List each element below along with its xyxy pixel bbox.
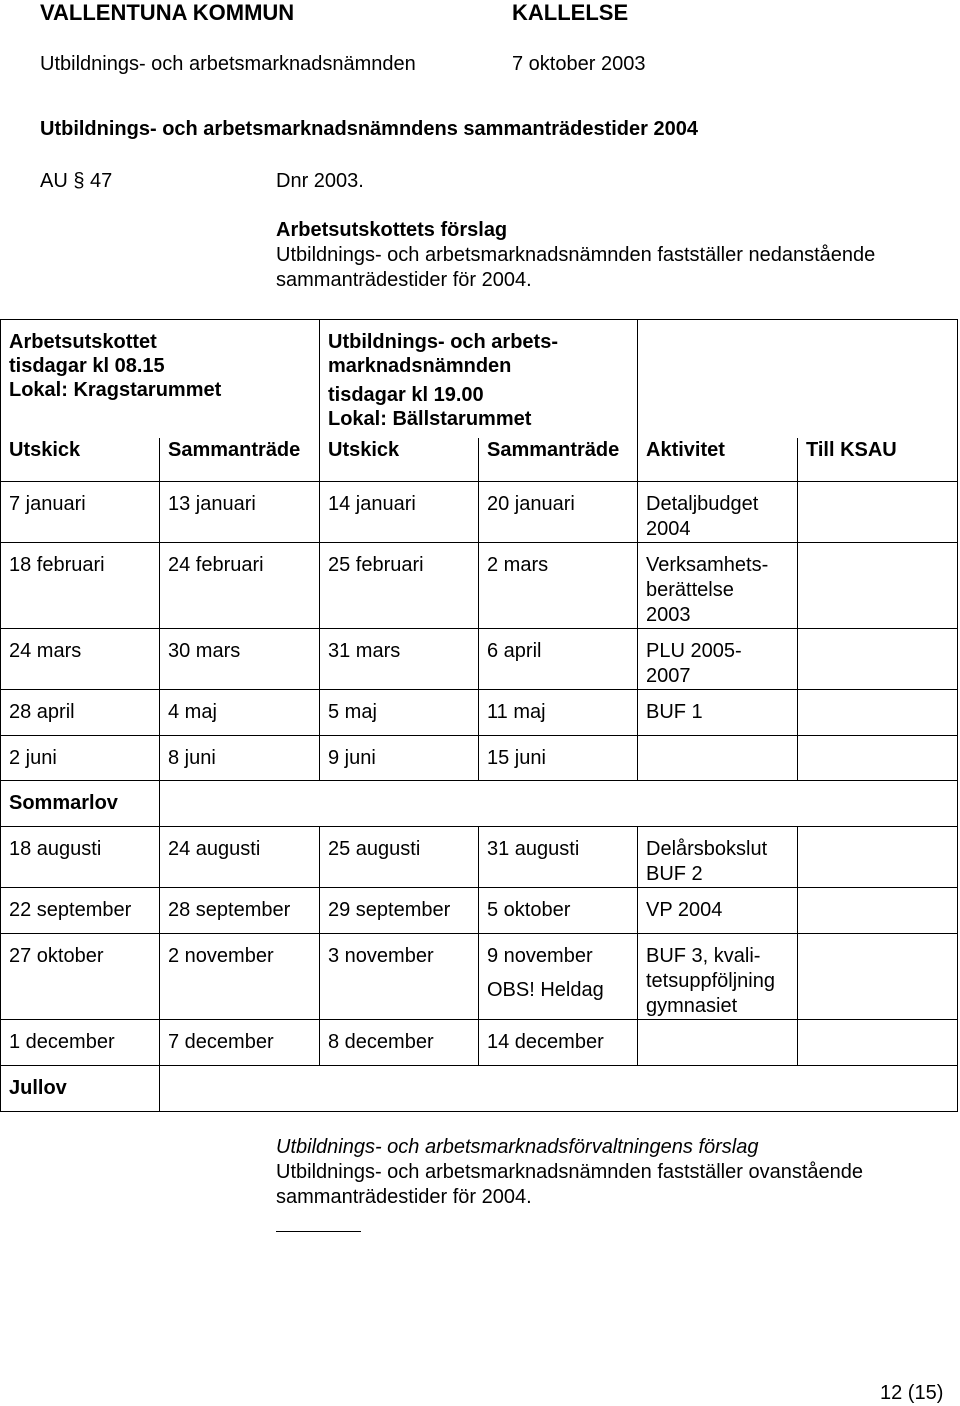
table-cell: 27 oktober: [1, 934, 160, 1020]
table-cell: 24 mars: [1, 629, 160, 690]
table-cell: 2 november: [160, 934, 320, 1020]
table-cell: BUF 1: [638, 690, 798, 736]
table-cell: 25 augusti: [320, 827, 479, 888]
table-cell: PLU 2005- 2007: [638, 629, 798, 690]
table-cell: [798, 827, 958, 888]
christmas-break-label: Jullov: [1, 1066, 160, 1112]
summer-break-empty: [160, 781, 958, 827]
col-header-till-ksau: Till KSAU: [798, 438, 958, 482]
group-arbetsutskottet: [1, 320, 320, 438]
group-board-time: tisdagar kl 19.00: [328, 384, 484, 406]
page-number: 12 (15): [880, 1382, 944, 1404]
table-cell: 7 december: [160, 1020, 320, 1066]
au-paragraph: AU § 47: [40, 170, 113, 192]
table-cell: 18 februari: [1, 543, 160, 629]
table-cell: 13 januari: [160, 482, 320, 543]
table-cell: [798, 934, 958, 1020]
table-cell: 6 april: [479, 629, 638, 690]
admin-proposal-text: Utbildnings- och arbetsmarknadsnämnden fastställer ovanstående sammanträdestider för 2004.: [276, 1161, 864, 1208]
table-cell: Verksamhets- berättelse 2003: [638, 543, 798, 629]
table-row: [1, 629, 958, 690]
col-header-utskick-board: Utskick: [320, 438, 479, 482]
col-header-sammantrade-au: Sammanträde: [160, 438, 320, 482]
table-cell: 28 september: [160, 888, 320, 934]
proposal-text: Utbildnings- och arbetsmarknadsnämnden fastställer nedanstående sammanträdestider för 2004.: [276, 244, 876, 291]
group-namnden: [320, 320, 638, 438]
table-cell: 24 februari: [160, 543, 320, 629]
table-cell: 29 september: [320, 888, 479, 934]
table-cell: 9 november OBS! Heldag: [479, 934, 638, 1020]
document-type: KALLELSE: [512, 0, 629, 25]
table-cell: 31 mars: [320, 629, 479, 690]
table-cell: VP 2004: [638, 888, 798, 934]
table-cell: [798, 482, 958, 543]
christmas-break-empty: [160, 1066, 958, 1112]
table-cell: 5 oktober: [479, 888, 638, 934]
table-row: [1, 543, 958, 629]
group-header-row: [1, 320, 958, 438]
table-cell: 2 juni: [1, 736, 160, 781]
table-cell: [798, 888, 958, 934]
table-cell: 22 september: [1, 888, 160, 934]
table-cell: [798, 690, 958, 736]
table-cell: Delårsbokslut BUF 2: [638, 827, 798, 888]
table-cell: 28 april: [1, 690, 160, 736]
table-row: [1, 934, 958, 1020]
document-date: 7 oktober 2003: [512, 53, 646, 75]
col-header-sammantrade-board: Sammanträde: [479, 438, 638, 482]
table-cell: 15 juni: [479, 736, 638, 781]
summer-break-row: [1, 781, 958, 827]
column-header-row: [1, 438, 958, 482]
table-cell: [638, 736, 798, 781]
christmas-break-row: [1, 1066, 958, 1112]
organization-name: VALLENTUNA KOMMUN: [40, 0, 295, 25]
group-empty: [638, 320, 958, 438]
table-cell: 1 december: [1, 1020, 160, 1066]
table-cell: 7 januari: [1, 482, 160, 543]
table-cell: 25 februari: [320, 543, 479, 629]
table-cell: 4 maj: [160, 690, 320, 736]
proposal-heading: Arbetsutskottets förslag: [276, 219, 508, 241]
col-header-utskick-au: Utskick: [1, 438, 160, 482]
table-cell: 31 augusti: [479, 827, 638, 888]
table-cell: [798, 629, 958, 690]
table-cell: 11 maj: [479, 690, 638, 736]
page-title: Utbildnings- och arbetsmarknadsnämndens sammanträdestider 2004: [40, 118, 698, 140]
table-cell: 5 maj: [320, 690, 479, 736]
table-cell: 8 juni: [160, 736, 320, 781]
table-cell: 24 augusti: [160, 827, 320, 888]
table-cell: 8 december: [320, 1020, 479, 1066]
table-cell: Detaljbudget 2004: [638, 482, 798, 543]
table-cell: 14 januari: [320, 482, 479, 543]
table-cell: 2 mars: [479, 543, 638, 629]
table-cell: 20 januari: [479, 482, 638, 543]
table-row: [1, 690, 958, 736]
dnr-number: Dnr 2003.: [276, 170, 364, 192]
table-cell: 9 juni: [320, 736, 479, 781]
table-cell: [798, 543, 958, 629]
table-cell: [798, 1020, 958, 1066]
table-row: [1, 827, 958, 888]
table-row: [1, 736, 958, 781]
table-cell: 30 mars: [160, 629, 320, 690]
table-cell: [798, 736, 958, 781]
schedule-table: [0, 319, 958, 1112]
group-au-place: Lokal: Kragstarummet: [9, 379, 222, 401]
table-cell: BUF 3, kvali- tetsuppföljning gymnasiet: [638, 934, 798, 1020]
group-au-time: tisdagar kl 08.15: [9, 355, 165, 377]
table-row: [1, 1020, 958, 1066]
table-cell: 3 november: [320, 934, 479, 1020]
summer-break-label: Sommarlov: [1, 781, 160, 827]
col-header-aktivitet: Aktivitet: [638, 438, 798, 482]
signature-line: [276, 1231, 361, 1232]
group-au-name: Arbetsutskottet: [9, 331, 157, 353]
table-row: [1, 888, 958, 934]
group-board-name: Utbildnings- och arbets- marknadsnämnden: [328, 331, 558, 377]
table-row: [1, 482, 958, 543]
table-cell: 14 december: [479, 1020, 638, 1066]
board-name: Utbildnings- och arbetsmarknadsnämnden: [40, 53, 416, 75]
group-board-place: Lokal: Bällstarummet: [328, 408, 532, 430]
table-cell: [638, 1020, 798, 1066]
admin-proposal-heading: Utbildnings- och arbetsmarknadsförvaltningens förslag: [276, 1136, 759, 1158]
table-cell: 18 augusti: [1, 827, 160, 888]
